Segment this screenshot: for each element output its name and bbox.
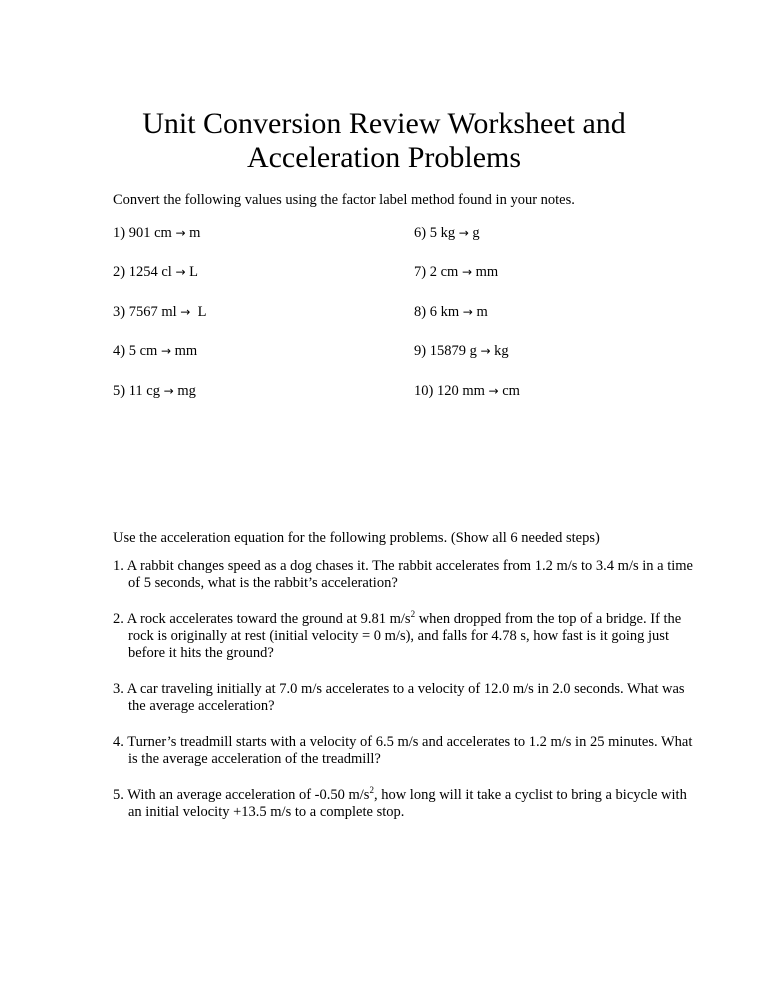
right-arrow-icon: → — [175, 226, 186, 240]
right-arrow-icon: → — [480, 344, 491, 358]
problem-3: 3. A car traveling initially at 7.0 m/s accelerates to a velocity of 12.0 m/s in 2.0 seconds. What was the average acceleration? — [113, 681, 685, 714]
right-arrow-icon: → — [160, 344, 171, 358]
right-arrow-icon: → — [175, 265, 186, 279]
right-arrow-icon: → — [462, 305, 473, 319]
conversion-list — [113, 225, 673, 425]
acceleration-instructions: Use the acceleration equation for the following problems. (Show all 6 needed steps) — [113, 530, 600, 546]
conversion-item-9: 9) 15879 g → kg — [414, 343, 509, 359]
right-arrow-icon: → — [163, 384, 174, 398]
right-arrow-icon: → — [488, 384, 499, 398]
worksheet-title — [0, 107, 768, 175]
title-line-1: Unit Conversion Review Worksheet and — [142, 107, 626, 140]
conversion-item-5: 5) 11 cg → mg — [113, 383, 196, 399]
conversion-item-8: 8) 6 km → m — [414, 304, 488, 320]
conversion-item-6: 6) 5 kg → g — [414, 225, 480, 241]
conversion-item-10: 10) 120 mm → cm — [414, 383, 520, 399]
conversion-item-3: 3) 7567 ml → L — [113, 304, 207, 320]
title-line-2: Acceleration Problems — [246, 141, 522, 174]
problem-1: 1. A rabbit changes speed as a dog chases it. The rabbit accelerates from 1.2 m/s to 3.4 m/s in a time of 5 seconds, what is the rabbit’s acceleration? — [113, 558, 693, 591]
conversion-item-7: 7) 2 cm → mm — [414, 264, 499, 280]
right-arrow-icon: → — [180, 305, 191, 319]
right-arrow-icon: → — [461, 265, 472, 279]
right-arrow-icon: → — [458, 226, 469, 240]
problem-2: 2. A rock accelerates toward the ground at 9.81 $m/s^2$ when dropped from the top of a bridge. If the rock is originally at rest (initial velocity = 0 m/s), and falls for 4.78 s, how fast is it going just before it hits the ground? — [113, 609, 682, 661]
conversion-item-2: 2) 1254 cl → L — [113, 264, 198, 280]
problem-list — [113, 558, 693, 840]
conversion-item-4: 4) 5 cm → mm — [113, 343, 198, 359]
problem-5: 5. With an average acceleration of -0.50 $m/s^2$, how long will it take a cyclist to bring a bicycle with an initial velocity +13.5 m/s to a complete stop. — [113, 785, 687, 820]
conversion-item-1: 1) 901 cm → m — [113, 225, 201, 241]
conversion-instructions: Convert the following values using the factor label method found in your notes. — [113, 192, 575, 208]
problem-4: 4. Turner’s treadmill starts with a velocity of 6.5 m/s and accelerates to 1.2 m/s in 25 minutes. What is the average acceleration of the treadmill? — [113, 734, 693, 767]
